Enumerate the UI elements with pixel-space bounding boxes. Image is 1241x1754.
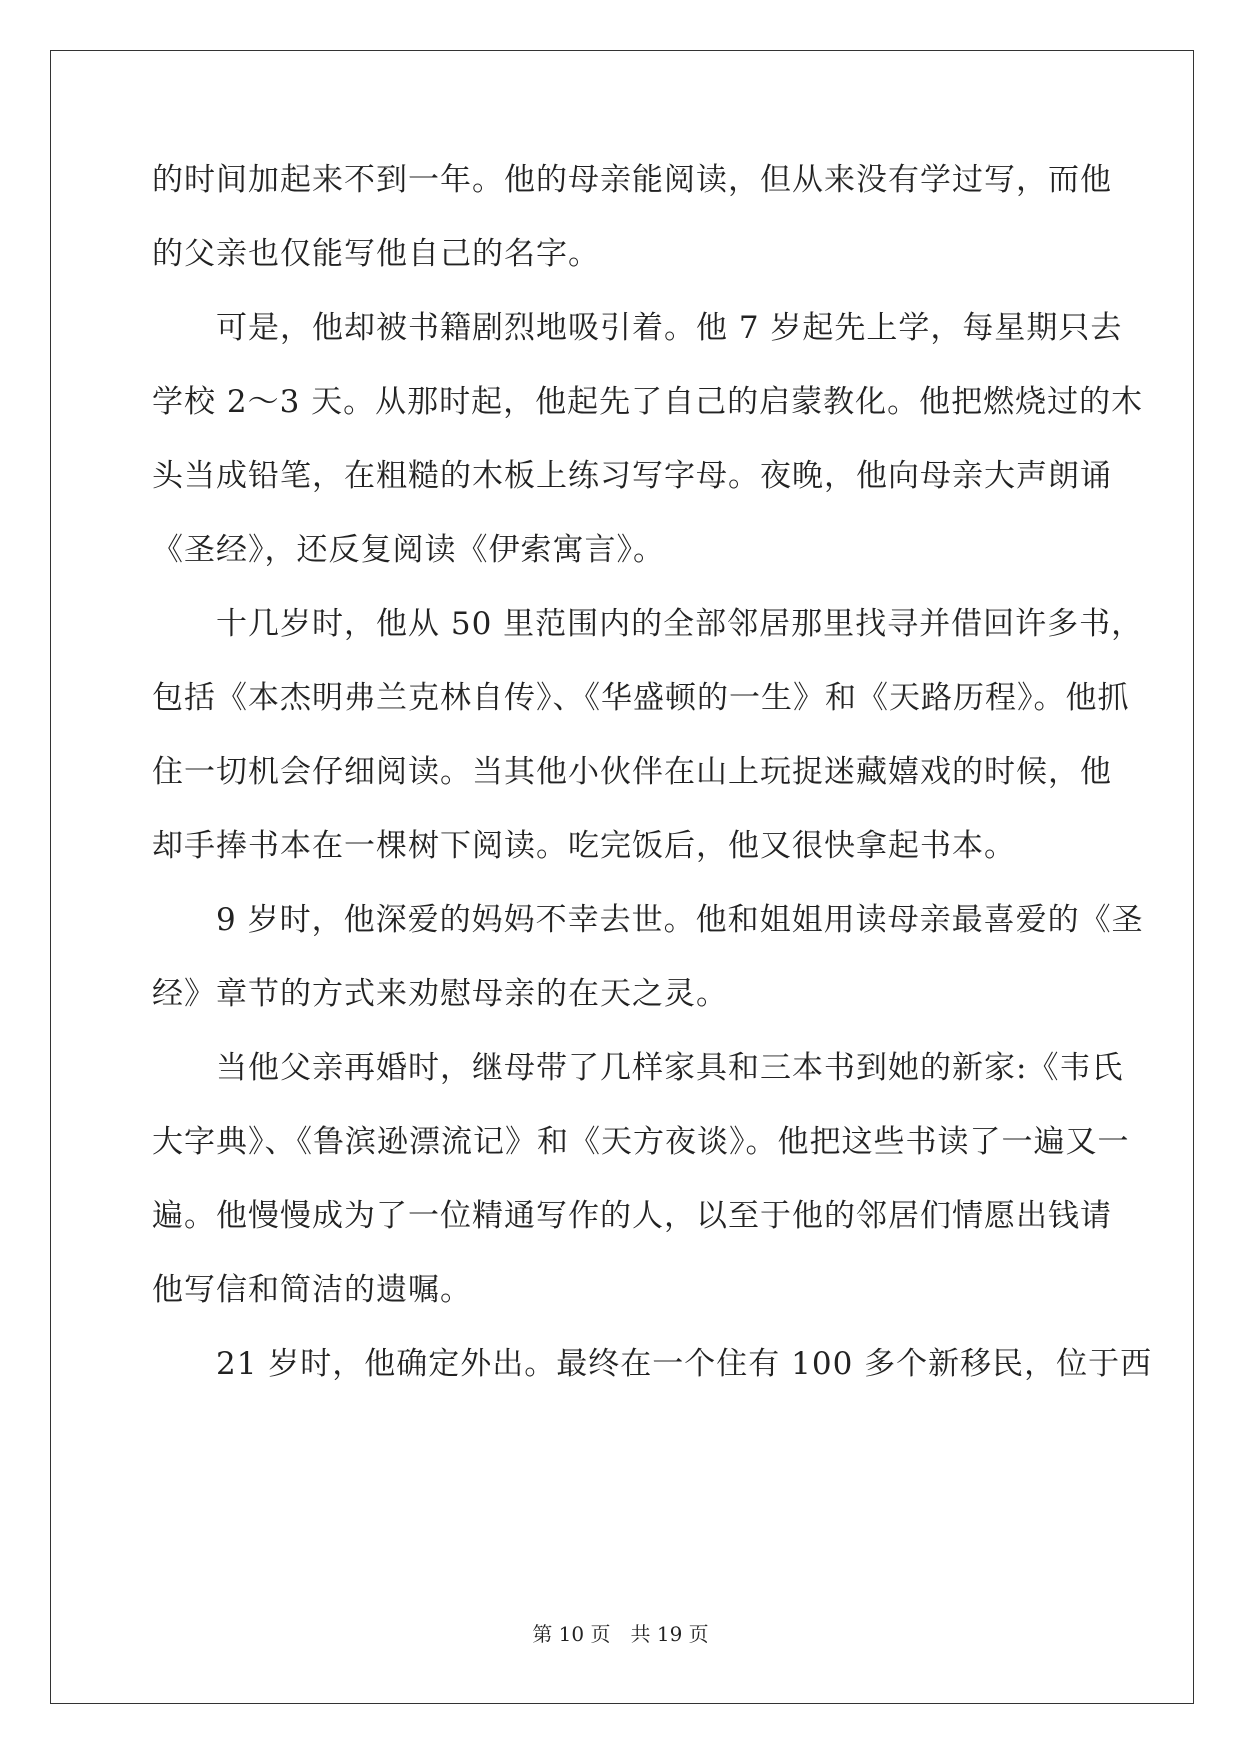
text-line: 十几岁时，他从 50 里范围内的全部邻居那里找寻并借回许多书， [152,606,1144,642]
text-line: 的时间加起来不到一年。他的母亲能阅读，但从来没有学过写，而他 [152,162,1112,198]
text-line: 的父亲也仅能写他自己的名字。 [152,236,600,272]
text-line: 9 岁时，他深爱的妈妈不幸去世。他和姐姐用读母亲最喜爱的《圣 [152,902,1144,938]
text-line: 学校 2～3 天。从那时起，他起先了自己的启蒙教化。他把燃烧过的木 [152,384,1144,420]
text-line: 经》章节的方式来劝慰母亲的在天之灵。 [152,976,728,1012]
text-line: 他写信和简洁的遗嘱。 [152,1272,472,1308]
text-line: 包括《本杰明弗兰克林自传》、《华盛顿的一生》和《天路历程》。他抓 [152,680,1130,716]
text-line: 住一切机会仔细阅读。当其他小伙伴在山上玩捉迷藏嬉戏的时候，他 [152,754,1112,790]
text-line: 遍。他慢慢成为了一位精通写作的人，以至于他的邻居们情愿出钱请 [152,1198,1112,1234]
text-line: 头当成铅笔，在粗糙的木板上练习写字母。夜晚，他向母亲大声朗诵 [152,458,1112,494]
text-line: 当他父亲再婚时，继母带了几样家具和三本书到她的新家:《韦氏 [152,1050,1124,1086]
text-line: 21 岁时，他确定外出。最终在一个住有 100 多个新移民，位于西 [152,1346,1153,1382]
text-line: 《圣经》，还反复阅读《伊索寓言》。 [152,532,665,568]
text-line: 却手捧书本在一棵树下阅读。吃完饭后，他又很快拿起书本。 [152,828,1016,864]
text-line: 可是，他却被书籍剧烈地吸引着。他 7 岁起先上学，每星期只去 [152,310,1123,346]
text-line: 大字典》、《鲁滨逊漂流记》和《天方夜谈》。他把这些书读了一遍又一 [152,1124,1130,1160]
page-number-footer: 第 10 页 共 19 页 [532,1622,709,1646]
